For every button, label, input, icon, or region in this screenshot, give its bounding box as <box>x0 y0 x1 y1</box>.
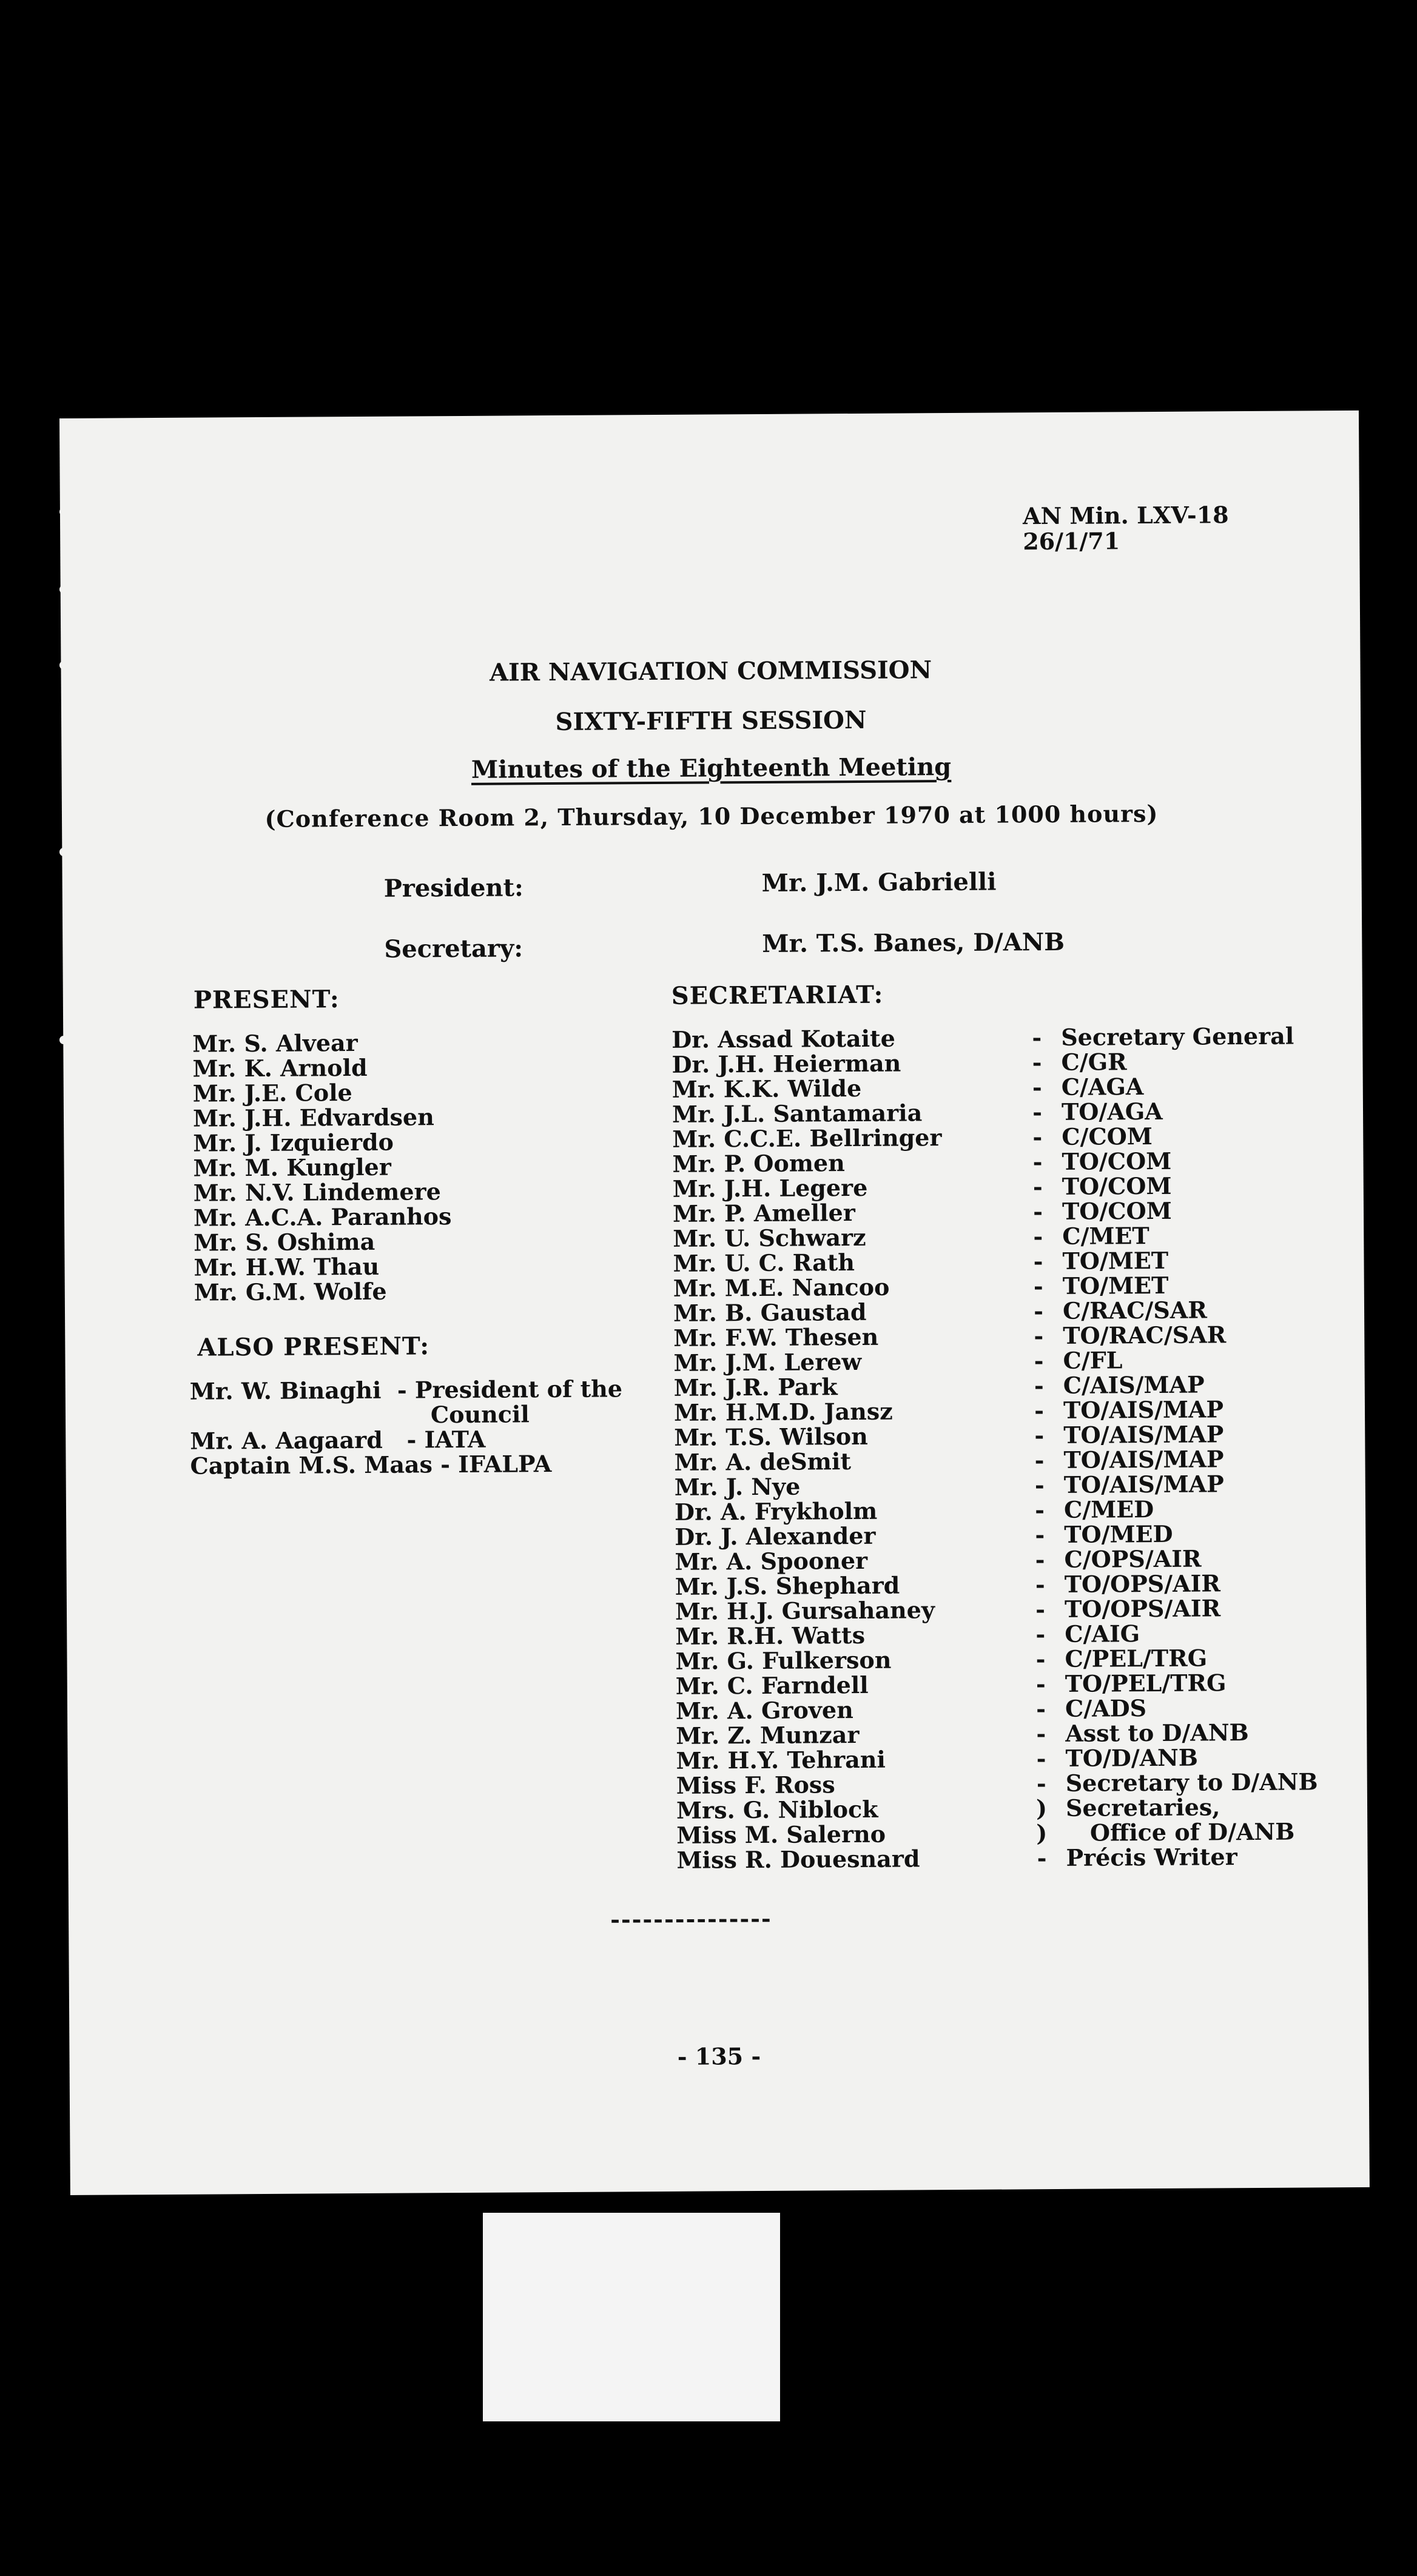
also-present-entry: Mr. A. Aagaard - IATA <box>190 1425 486 1455</box>
secretariat-separator: - <box>1035 1645 1046 1673</box>
secretariat-name: Mr. G. Fulkerson <box>675 1646 892 1675</box>
secretariat-role: TO/AIS/MAP <box>1063 1445 1224 1474</box>
secretariat-separator: - <box>1036 1769 1046 1797</box>
secretariat-name: Mr. T.S. Wilson <box>674 1422 868 1451</box>
punch-hole <box>59 585 68 594</box>
secretariat-role: C/ADS <box>1065 1694 1147 1722</box>
present-member: Mr. S. Alvear <box>192 1029 358 1058</box>
secretariat-separator: - <box>1032 1048 1042 1076</box>
secretariat-separator: - <box>1032 1098 1043 1126</box>
present-member: Mr. J. Izquierdo <box>193 1128 394 1157</box>
secretariat-role: C/OPS/AIR <box>1064 1545 1202 1573</box>
secretariat-separator: - <box>1033 1247 1043 1275</box>
secretariat-role: C/PEL/TRG <box>1065 1644 1208 1672</box>
present-member: Mr. A.C.A. Paranhos <box>193 1202 452 1232</box>
secretariat-separator: - <box>1034 1471 1045 1499</box>
reference-date: 26/1/71 <box>1023 527 1120 555</box>
secretariat-role: TO/MET <box>1062 1246 1169 1275</box>
secretariat-separator: - <box>1032 1173 1043 1201</box>
present-member: Mr. S. Oshima <box>194 1227 375 1256</box>
secretariat-role: C/MED <box>1063 1495 1154 1523</box>
secretariat-separator: - <box>1034 1347 1044 1375</box>
commission-title: AIR NAVIGATION COMMISSION <box>489 656 932 687</box>
secretariat-role: C/AGA <box>1061 1073 1144 1101</box>
secretariat-name: Mr. A. Spooner <box>675 1546 868 1575</box>
secretariat-separator: - <box>1033 1272 1043 1300</box>
secretariat-name: Dr. Assad Kotaite <box>671 1024 895 1053</box>
secretariat-separator: - <box>1032 1198 1043 1226</box>
minutes-title-text: Minutes of the Eighteenth Meeting <box>471 753 952 784</box>
secretariat-separator: - <box>1034 1421 1045 1449</box>
secretariat-separator: - <box>1032 1148 1043 1176</box>
secretariat-roles <box>1061 1023 1318 1870</box>
secretariat-separator: - <box>1034 1446 1045 1474</box>
secretariat-separator: - <box>1033 1297 1044 1325</box>
secretariat-role: Secretaries, <box>1065 1793 1220 1822</box>
secretariat-role: TO/RAC/SAR <box>1063 1321 1227 1349</box>
secretariat-name: Mr. J.M. Lerew <box>673 1347 862 1377</box>
secretariat-name: Mr. U. C. Rath <box>673 1249 855 1277</box>
secretariat-name: Mr. P. Ameller <box>672 1199 855 1227</box>
present-heading: PRESENT: <box>193 985 340 1015</box>
secretariat-name: Dr. J. Alexander <box>675 1521 876 1551</box>
secretariat-name: Mr. J.H. Legere <box>672 1173 868 1202</box>
secretariat-separator: - <box>1034 1397 1045 1424</box>
also-present-entry: Council <box>189 1400 530 1430</box>
secretariat-separator: - <box>1035 1595 1046 1623</box>
secretariat-name: Mr. C. Farndell <box>675 1671 869 1700</box>
secretariat-name: Mr. A. deSmit <box>674 1447 852 1476</box>
secretariat-name: Mr. H.Y. Tehrani <box>676 1745 886 1774</box>
secretariat-name: Mr. J.R. Park <box>673 1373 838 1401</box>
secretariat-separator: - <box>1033 1223 1043 1250</box>
present-member: Mr. G.M. Wolfe <box>194 1277 387 1306</box>
secretariat-role: Secretary General <box>1061 1022 1294 1051</box>
secretariat-separator: - <box>1034 1322 1044 1350</box>
secretariat-role: TO/AIS/MAP <box>1063 1395 1224 1424</box>
secretariat-heading: SECRETARIAT: <box>671 980 884 1010</box>
secretariat-role: TO/AGA <box>1061 1097 1163 1125</box>
present-member: Mr. H.W. Thau <box>194 1252 380 1281</box>
secretariat-name: Dr. J.H. Heierman <box>671 1049 901 1078</box>
present-member: Mr. M. Kungler <box>193 1153 391 1182</box>
also-present-heading: ALSO PRESENT: <box>197 1332 430 1362</box>
secretary-label: Secretary: <box>384 934 523 964</box>
present-member: Mr. J.H. Edvardsen <box>192 1103 434 1132</box>
session-title: SIXTY-FIFTH SESSION <box>555 705 867 737</box>
secretariat-name: Mr. J.L. Santamaria <box>671 1099 923 1128</box>
secretariat-role: C/RAC/SAR <box>1062 1296 1207 1324</box>
secretariat-role: Office of D/ANB <box>1066 1817 1295 1846</box>
also-present-list <box>190 1376 623 1478</box>
secretariat-separator: ) <box>1035 1794 1048 1822</box>
secretariat-name: Miss M. Salerno <box>676 1820 886 1849</box>
secretariat-name: Mrs. G. Niblock <box>676 1795 878 1824</box>
punch-hole <box>59 508 68 516</box>
secretariat-name: Miss R. Douesnard <box>676 1845 920 1874</box>
secretariat-role: TO/MED <box>1064 1520 1173 1548</box>
secretariat-role: TO/OPS/AIR <box>1064 1594 1221 1623</box>
secretariat-role: Secretary to D/ANB <box>1065 1768 1318 1797</box>
secretariat-separator: - <box>1032 1073 1042 1101</box>
punch-hole <box>59 1036 68 1044</box>
present-member: Mr. K. Arnold <box>192 1053 368 1082</box>
secretariat-name: Mr. B. Gaustad <box>673 1298 867 1327</box>
secretariat-role: C/GR <box>1061 1048 1127 1076</box>
secretariat-role: C/AIG <box>1065 1620 1140 1648</box>
secretariat-role: TO/PEL/TRG <box>1065 1669 1227 1697</box>
secretariat-name: Dr. A. Frykholm <box>674 1497 878 1526</box>
secretariat-separator: - <box>1032 1024 1042 1052</box>
secretariat-separator: - <box>1034 1372 1044 1400</box>
document-reference <box>1023 502 1229 554</box>
also-present-entry: Mr. W. Binaghi - President of the <box>189 1375 623 1405</box>
punch-hole <box>59 661 68 669</box>
secretariat-name: Mr. F.W. Thesen <box>673 1323 879 1352</box>
secretariat-role: TO/COM <box>1062 1196 1172 1225</box>
secretariat-separator: - <box>1036 1720 1046 1748</box>
section-rule: --------------- <box>610 1904 772 1933</box>
secretariat-name: Mr. H.M.D. Jansz <box>673 1397 893 1426</box>
secretariat-role: C/COM <box>1062 1122 1153 1150</box>
secretariat-role: C/AIS/MAP <box>1063 1370 1205 1399</box>
secretariat-name: Mr. H.J. Gursahaney <box>675 1596 935 1625</box>
secretariat-name: Mr. J. Nye <box>674 1472 801 1501</box>
secretariat-separator: ) <box>1036 1819 1048 1847</box>
secretariat-role: Asst to D/ANB <box>1065 1719 1249 1747</box>
secretariat-role: C/MET <box>1062 1222 1149 1250</box>
secretariat-names <box>671 1025 946 1873</box>
document-page <box>59 411 1370 2195</box>
secretariat-separators <box>1028 1025 1051 1870</box>
secretariat-separator: - <box>1035 1695 1046 1723</box>
secretariat-name: Mr. P. Oomen <box>672 1149 845 1178</box>
secretariat-role: TO/MET <box>1062 1271 1169 1300</box>
secretariat-separator: - <box>1035 1670 1046 1698</box>
secretariat-name: Mr. U. Schwarz <box>673 1223 866 1252</box>
secretariat-role: TO/D/ANB <box>1065 1743 1199 1772</box>
secretariat-separator: - <box>1037 1844 1047 1872</box>
page-number: - 135 - <box>677 2042 761 2070</box>
secretariat-separator: - <box>1036 1745 1046 1773</box>
secretariat-role: TO/OPS/AIR <box>1064 1569 1221 1598</box>
secretariat-role: Précis Writer <box>1066 1843 1237 1871</box>
secretariat-name: Mr. M.E. Nancoo <box>673 1273 890 1302</box>
secretariat-separator: - <box>1035 1571 1045 1598</box>
punch-hole <box>59 848 68 856</box>
secretariat-role: TO/AIS/MAP <box>1063 1470 1224 1498</box>
secretariat-separator: - <box>1035 1546 1045 1574</box>
secretariat-name: Mr. K.K. Wilde <box>671 1074 862 1103</box>
secretariat-role: TO/COM <box>1062 1172 1172 1200</box>
secretariat-name: Mr. R.H. Watts <box>675 1621 866 1650</box>
secretariat-separator: - <box>1032 1123 1043 1151</box>
present-member: Mr. N.V. Lindemere <box>193 1178 441 1207</box>
secretariat-name: Miss F. Ross <box>676 1771 835 1799</box>
secretariat-role: TO/AIS/MAP <box>1063 1420 1224 1449</box>
president-name: Mr. J.M. Gabrielli <box>761 867 997 897</box>
present-member: Mr. J.E. Cole <box>192 1079 352 1107</box>
secretariat-separator: - <box>1035 1521 1045 1549</box>
present-list <box>192 1030 452 1305</box>
secretariat-role: TO/COM <box>1062 1147 1172 1175</box>
secretariat-name: Mr. A. Groven <box>675 1696 853 1725</box>
secretariat-separator: - <box>1034 1496 1045 1524</box>
blank-label-card <box>483 2213 780 2421</box>
secretariat-name: Mr. Z. Munzar <box>676 1720 860 1749</box>
secretariat-separator: - <box>1035 1620 1046 1648</box>
secretariat-role: C/FL <box>1063 1346 1123 1374</box>
minutes-title <box>61 750 1361 787</box>
secretariat-name: Mr. C.C.E. Bellringer <box>672 1124 942 1153</box>
secretariat-name: Mr. J.S. Shephard <box>675 1571 900 1600</box>
reference-number: AN Min. LXV-18 <box>1022 501 1229 530</box>
president-label: President: <box>383 873 523 903</box>
meeting-details: (Conference Room 2, Thursday, 10 December 1970 at 1000 hours) <box>264 799 1159 833</box>
also-present-entry: Captain M.S. Maas - IFALPA <box>190 1450 552 1480</box>
secretary-name: Mr. T.S. Banes, D/ANB <box>762 927 1065 958</box>
